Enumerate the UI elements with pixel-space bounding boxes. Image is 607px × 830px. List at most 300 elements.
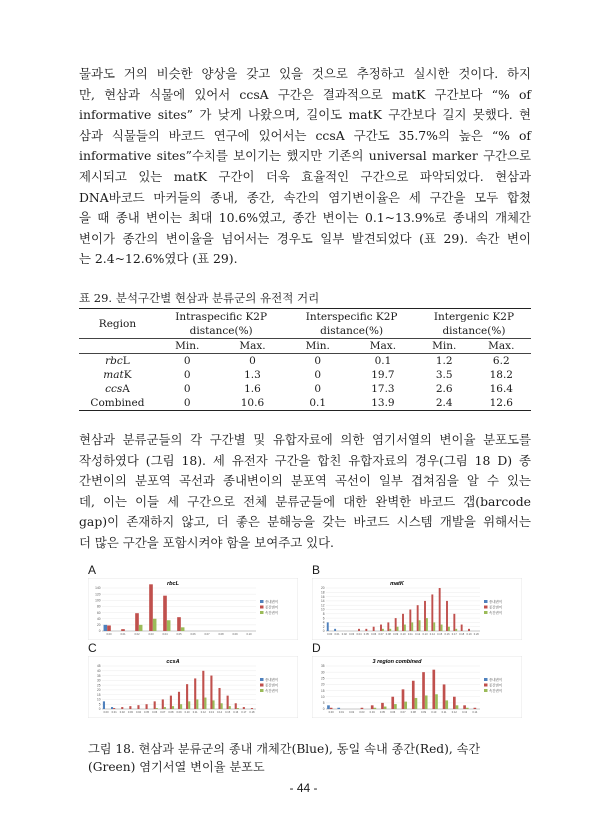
bar [113,708,115,709]
bar [107,625,111,631]
bar [466,708,469,709]
value-cell: 1.6 [244,383,261,395]
x-tick-label: 0.18 [459,633,465,637]
chart-b-matk [312,578,522,640]
y-tick-label: 10 [320,694,325,699]
y-tick-label: 25 [320,676,325,681]
x-tick-label: 0.07 [160,711,166,715]
legend-swatch [484,689,488,692]
region-name-suffix: L [122,355,130,367]
value-cell: 18.2 [489,369,513,381]
x-tick-label: 0.04 [162,633,168,637]
x-tick-label: 0.02 [349,711,355,715]
value-cell: 17.3 [371,383,395,395]
bar [365,629,367,631]
region-name-italic: mat [103,369,124,381]
value-cell: 0 [314,355,322,367]
bar [412,681,415,709]
bar [334,629,336,631]
x-tick-label: 0.01 [120,633,126,637]
bar [212,700,214,709]
x-tick-label: 0.09 [421,711,427,715]
bar [468,629,470,631]
value-cell: 1.2 [435,355,453,367]
text-line: 제시되고 있는 matK 구간이 더욱 효율적인 구간으로 파악되었다. 현삼과 [79,168,531,184]
bar [188,701,190,709]
x-tick-label: 0.19 [466,633,472,637]
x-tick-label: 0.02 [134,633,140,637]
text-line: 물과도 거의 비슷한 양상을 갖고 있을 것으로 추정하고 실시한 것이다. 하지 [79,66,531,81]
legend-swatch [260,689,264,692]
text-line: 을 때 종내 변이는 최대 10.6%였고, 종간 변이는 0.1~13.9%로 종내의 개체간 [79,210,531,226]
max-header: Max. [472,339,531,354]
panel-label-a: A [88,563,97,577]
y-tick-label: 10 [96,697,101,702]
bar [443,684,446,709]
text-line: informative sites”수치를 보이기는 했지만 기존의 universal marker 구간으로 [79,148,531,164]
x-tick-label: 0.00 [327,633,333,637]
y-tick-label: 4 [322,620,325,625]
bar [196,699,198,709]
bar [411,622,413,631]
legend-swatch [260,611,264,614]
x-tick-label: 0.12 [451,711,457,715]
text-line: 간변이의 분포역 곡선과 종내변이의 분포역 곡선이 일부 겹쳐짐을 알 수 있는 [79,473,531,489]
value-cell: 3.5 [435,369,453,381]
interspecific-header-1: Interspecific K2P [286,309,416,325]
x-tick-label: 0.03 [349,633,355,637]
bar [371,705,374,709]
x-tick-label: 0.16 [233,711,239,715]
bar [426,618,428,631]
value-cell: 16.4 [489,383,513,395]
legend-label: 속간변이 [265,689,279,693]
bar [170,696,172,709]
legend-swatch [260,684,264,687]
x-tick-label: 0.01 [334,633,340,637]
bar [381,703,384,709]
y-tick-label: 0 [322,629,325,634]
x-tick-label: 0.05 [144,711,150,715]
bar [402,614,404,631]
x-tick-label: 0.18 [249,711,255,715]
y-tick-label: 5 [98,702,101,707]
bar [431,594,433,631]
bar [149,584,153,631]
intraspecific-header-1: Intraspecific K2P [156,309,287,325]
bar [103,701,105,709]
legend-label: 종간변이 [489,605,503,610]
x-tick-label: 0.17 [451,633,457,637]
page-number: - 44 - [289,781,318,795]
value-cell: 0.1 [286,396,349,411]
text-line: 현삼과 분류군들의 각 구간별 및 유합자료에 의한 염기서열의 변이율 분포도를 [79,432,531,447]
text-line: informative sites” 가 낮게 나왔으며, 길이도 matK 구간보다 길지 못했다. 현 [79,107,531,123]
value-cell: 13.9 [349,396,417,411]
bar [474,708,477,709]
y-tick-label: 10 [320,607,325,612]
bar [380,625,382,631]
chart-a-rbcl [88,578,298,640]
x-tick-label: 0.06 [190,633,196,637]
y-tick-label: 20 [320,586,325,591]
y-tick-label: 140 [95,586,101,591]
bar [178,692,180,709]
bar [455,629,457,631]
x-tick-label: 0.04 [135,711,142,715]
x-tick-label: 0.06 [390,711,396,715]
x-tick-label: 0.04 [369,711,375,715]
legend-label: 종내변이 [489,678,503,682]
bar [139,625,143,631]
x-tick-label: 0.03 [359,711,365,715]
bar [153,619,157,631]
legend-swatch [260,600,264,603]
y-tick-label: 18 [320,590,325,595]
x-tick-label: 0.16 [444,633,450,637]
x-tick-label: 0.01 [111,711,117,715]
chart-svg [88,578,298,640]
x-tick-label: 0.11 [192,711,198,715]
bar [384,707,387,709]
bar [218,688,220,709]
bar [394,704,397,709]
legend-label: 속간변이 [489,611,503,615]
x-tick-label: 0.10 [184,711,190,715]
max-header: Max. [218,339,286,354]
bar [417,605,419,631]
legend-swatch [484,606,488,609]
legend-swatch [484,678,488,681]
bar [235,703,237,709]
region-cell [79,396,156,411]
value-cell: 2.4 [417,396,472,411]
y-tick-label: 100 [95,598,101,603]
y-tick-label: 5 [322,701,325,706]
x-tick-label: 0.20 [473,633,479,637]
text-line: 더 많은 구간을 포함시켜야 함을 보여주고 있다. [79,534,334,550]
legend-swatch [260,606,264,609]
region-cell [79,354,156,369]
y-tick-label: 45 [96,664,101,669]
bar [167,620,171,631]
y-tick-label: 30 [320,670,325,675]
x-tick-label: 0.07 [400,711,406,715]
bar [453,697,456,709]
x-tick-label: 0.00 [106,633,112,637]
region-cell [79,382,156,396]
value-cell: 0.1 [374,355,392,367]
bar [227,696,229,709]
x-tick-label: 0.08 [168,711,174,715]
bar [358,629,360,631]
x-tick-label: 0.15 [437,633,443,637]
x-tick-label: 0.00 [103,711,109,715]
x-tick-label: 0.03 [127,711,133,715]
x-tick-label: 0.12 [415,633,421,637]
min-header: Min. [417,339,472,354]
y-tick-label: 0 [98,707,101,712]
bar [445,700,448,709]
bar [361,708,364,709]
y-tick-label: 2 [322,624,325,629]
value-cell: 10.6 [218,396,286,411]
bar [154,701,156,709]
bar [327,705,330,709]
region-name-italic: ccs [105,383,123,395]
x-tick-label: 0.02 [341,633,347,637]
y-tick-label: 40 [96,616,101,621]
y-tick-label: 12 [320,603,325,608]
panel-label-c: C [88,641,97,655]
bar [204,698,206,709]
bar [202,671,204,709]
value-cell: 0 [183,369,191,381]
bar [111,707,113,709]
x-tick-label: 0.02 [119,711,125,715]
bar [330,708,333,709]
blank-header [79,339,156,354]
bar [129,706,131,709]
legend-swatch [484,684,488,687]
bar [121,707,123,709]
table-caption: 표 29. 분석구간별 현삼과 분류군의 유전적 거리 [79,291,320,305]
x-tick-label: 0.11 [407,633,413,637]
legend-label: 종내변이 [265,600,279,604]
region-name-italic: rbc [105,355,123,367]
value-cell: 19.7 [371,369,395,381]
y-tick-label: 20 [320,682,325,687]
min-header: Min. [156,339,219,354]
legend-label: 종간변이 [265,605,279,610]
bar [237,708,239,709]
x-tick-label: 0.07 [204,633,210,637]
table-row [79,396,531,411]
legend-swatch [484,600,488,603]
x-tick-label: 0.13 [422,633,428,637]
bar [177,617,181,631]
y-tick-label: 120 [95,592,101,597]
bar [135,613,139,631]
x-tick-label: 0.05 [379,711,385,715]
intraspecific-header-2: distance(%) [156,324,287,339]
bar [391,697,394,709]
y-tick-label: 40 [96,668,101,673]
panel-label-b: B [312,563,321,577]
bar [104,625,108,631]
text-line: gap)이 존재하지 않고, 더 좋은 분해능을 갖는 바코드 시스템 개발을 위해서는 [79,514,531,530]
region-cell [79,368,156,382]
y-tick-label: 15 [320,688,325,693]
bar [137,705,139,709]
table-29 [79,308,531,411]
y-tick-label: 20 [96,688,101,693]
bar [409,610,411,632]
table-row [79,382,531,396]
legend-swatch [484,611,488,614]
chart-svg [312,578,522,640]
bar [243,707,245,709]
x-tick-label: 0.11 [441,711,447,715]
x-tick-label: 0.14 [216,711,223,715]
min-header: Min. [286,339,349,354]
bar [425,695,428,709]
x-tick-label: 0.15 [225,711,231,715]
region-header: Region [79,309,156,339]
text-line: 변이가 종간의 변이율을 넘어서는 경우도 일부 발견되었다 (표 29). 속간 변이 [79,230,531,246]
x-tick-label: 0.06 [152,711,158,715]
y-tick-label: 20 [96,623,101,628]
bar [463,705,466,709]
y-tick-label: 30 [96,678,101,683]
value-cell: 6.2 [492,355,510,367]
region-name-suffix: Combined [90,397,145,409]
chart-d-combined [312,656,522,718]
x-tick-label: 0.08 [385,633,391,637]
legend-label: 종내변이 [489,600,503,604]
value-cell: 0 [249,355,256,367]
legend-label: 종간변이 [489,683,503,688]
x-tick-label: 0.10 [431,711,437,715]
x-tick-label: 0.03 [148,633,154,637]
chart-svg [88,656,298,718]
bar [229,706,231,709]
value-cell: 0 [183,355,191,367]
intergenic-header-2: distance(%) [417,324,531,339]
bar [121,629,125,631]
value-cell: 0 [183,383,191,395]
interspecific-header-2: distance(%) [286,324,416,339]
bar [186,684,188,709]
text-line: 는 2.4~12.6%였다 (표 29). [79,251,238,267]
bar [433,622,435,631]
y-tick-label: 60 [96,610,101,615]
table-row [79,354,531,369]
text-line: 데, 이는 이들 세 구간으로 전체 분류군들에 대한 완벽한 바코드 갭(barcode [79,493,531,509]
y-tick-label: 25 [96,683,101,688]
bar [374,708,377,709]
text-line: 삼과 식물들의 바코드 연구에 있어서는 ccsA 구간도 35.7%의 높은 “% of [79,127,531,143]
bar [448,627,450,631]
value-cell: 0 [156,396,219,411]
bar [221,703,223,709]
bar [194,678,196,709]
x-tick-label: 0.10 [246,633,252,637]
x-tick-label: 0.09 [176,711,182,715]
bar [422,672,425,709]
x-tick-label: 0.05 [176,633,182,637]
paragraph-2 [79,430,531,554]
x-tick-label: 0.00 [328,711,334,715]
bar [146,704,148,709]
legend-label: 속간변이 [265,611,279,615]
max-header: Max. [349,339,417,354]
panel-label-d: D [312,641,321,655]
x-tick-label: 0.17 [241,711,247,715]
bar [210,676,212,709]
bar [439,588,441,631]
y-tick-label: 80 [96,604,101,609]
bar [461,625,463,631]
chart-svg [312,656,522,718]
bar [382,629,384,631]
bar [435,694,438,709]
y-tick-label: 15 [96,692,101,697]
y-tick-label: 14 [320,599,325,604]
bar [373,627,375,631]
bar [180,704,182,709]
legend-label: 종내변이 [265,678,279,682]
x-tick-label: 0.14 [472,711,478,715]
bar [163,596,167,631]
bar [404,702,407,709]
x-tick-label: 0.12 [200,711,206,715]
region-name-suffix: A [122,383,130,395]
y-tick-label: 0 [98,629,101,634]
bar [453,614,455,631]
bar [395,618,397,631]
x-tick-label: 0.13 [462,711,468,715]
bar [162,699,164,709]
bar [251,708,253,709]
bar [172,706,174,709]
value-cell: 0 [314,383,322,395]
y-tick-label: 8 [322,612,325,616]
bar [446,601,448,631]
x-tick-label: 0.10 [400,633,406,637]
x-tick-label: 0.08 [410,711,416,715]
figure-caption-line-2: (Green) 염기서열 변이율 분포도 [88,760,265,774]
bar [419,620,421,631]
bar [387,622,389,631]
region-name-suffix: K [123,369,132,381]
x-tick-label: 0.06 [371,633,377,637]
x-tick-label: 0.08 [218,633,224,637]
bar [415,698,418,709]
value-cell: 1.3 [244,369,261,381]
legend-label: 종간변이 [265,683,279,688]
x-tick-label: 0.09 [393,633,399,637]
chart-c-ccsa [88,656,298,718]
chart-title: ccsA [166,659,180,665]
text-line: 작성하였다 (그림 18). 세 유전자 구간을 합친 유합자료의 경우(그림 18 D) 종 [79,452,531,468]
intergenic-header-1: Intergenic K2P [417,309,531,325]
legend-label: 속간변이 [489,689,503,693]
bar [389,629,391,631]
bar [441,625,443,631]
bar [456,705,459,709]
text-line: DNA바코드 마커들의 종내, 종간, 속간의 염기변이율은 세 구간을 모두 합쳤 [79,189,531,205]
y-tick-label: 16 [320,594,325,599]
y-tick-label: 35 [320,664,325,669]
x-tick-label: 0.07 [378,633,384,637]
bar [397,627,399,631]
y-tick-label: 6 [322,616,325,621]
x-tick-label: 0.05 [363,633,369,637]
x-tick-label: 0.13 [208,711,214,715]
table-row [79,368,531,382]
bar [327,622,329,631]
bar [164,707,166,709]
y-tick-label: 35 [96,673,101,678]
y-tick-label: 0 [322,707,325,712]
bar [337,708,340,709]
bar [181,627,185,631]
value-cell: 12.6 [472,396,531,411]
chart-title: 3 region combined [372,659,422,665]
legend-swatch [260,678,264,681]
chart-title: rbcL [167,581,179,587]
